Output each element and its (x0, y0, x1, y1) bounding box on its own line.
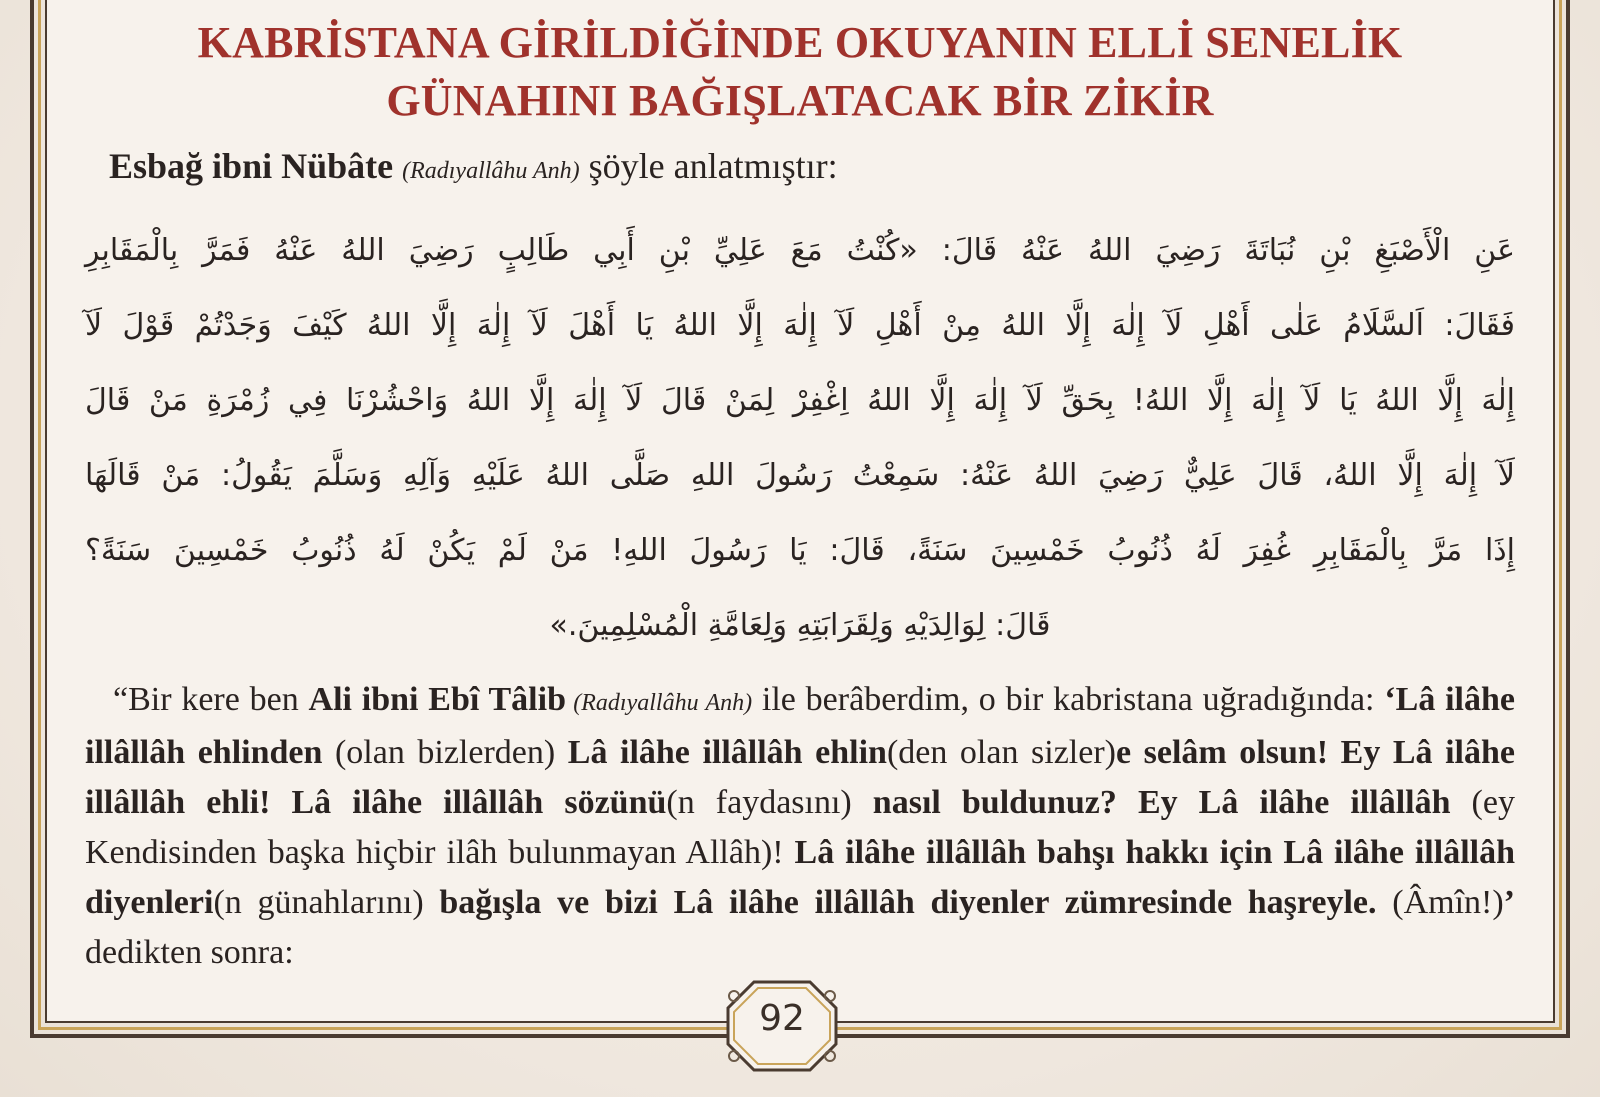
translation-bold: nasıl buldunuz? Ey Lâ ilâhe illâllâh (872, 784, 1451, 821)
translation-bold: bağışla ve bizi Lâ ilâhe illâllâh diyenler zümresinde haşreyle. (439, 884, 1377, 921)
page-title (85, 14, 1515, 130)
arabic-line-3: إِلٰهَ إِلَّا اللهُ يَا لَآ إِلٰهَ إِلَّا اللهُ! بِحَقِّ لَآ إِلٰهَ إِلَّا اللهُ اِغْفِرْ لِمَنْ قَالَ لَآ إِلٰهَ إِلَّا اللهُ وَاحْشُرْنَا فِي زُمْرَةِ مَنْ قَالَ (85, 383, 1515, 418)
translation-text: “Bir kere ben (113, 681, 309, 718)
arabic-line-5: إِذَا مَرَّ بِالْمَقَابِرِ غُفِرَ لَهُ ذُنُوبُ خَمْسِينَ سَنَةً، قَالَ: يَا رَسُولَ اللهِ! مَنْ لَمْ يَكُنْ لَهُ ذُنُوبُ خَمْسِينَ سَنَةً؟ (85, 533, 1515, 568)
title-line-2: GÜNAHINI BAĞIŞLATACAK BİR ZİKİR (386, 76, 1214, 125)
translation-bold: ’ (1503, 884, 1515, 921)
turkish-translation (85, 675, 1515, 978)
translation-bold: Lâ ilâhe illâllâh bahşı hakkı için Lâ ilâhe illâllâh diyenleri (85, 834, 1515, 921)
arabic-line-6: قَالَ: لِوَالِدَيْهِ وَلِقَرَابَتِهِ وَلِعَامَّةِ الْمُسْلِمِينَ.» (549, 608, 1051, 643)
translation-text: (n faydasını) (666, 784, 873, 821)
arabic-hadith (85, 213, 1515, 663)
page-number: 92 (759, 998, 805, 1039)
translation-text: (n günahlarını) (213, 884, 440, 921)
translation-text: (ey Kendisinden başka hiçbir ilâh bulunmayan Allâh)! (85, 784, 1515, 871)
translation-bold: ‘Lâ ilâhe illâllâh ehlinden (85, 681, 1516, 771)
translation-text: dedikten sonra: (85, 934, 294, 971)
arabic-line-1: عَنِ الْأَصْبَغِ بْنِ نُبَاتَةَ رَضِيَ اللهُ عَنْهُ قَالَ: «كُنْتُ مَعَ عَلِيِّ بْنِ أَبِي طَالِبٍ رَضِيَ اللهُ عَنْهُ فَمَرَّ بِالْمَقَابِرِ (85, 233, 1515, 268)
intro-line (109, 146, 1515, 191)
page-content (85, 14, 1515, 978)
intro-text: şöyle anlatmıştır: (579, 146, 838, 186)
translation-bold: e selâm olsun! Ey Lâ ilâhe illâllâh ehli! Lâ ilâhe illâllâh sözünü (85, 734, 1516, 821)
translation-bold: Lâ ilâhe illâllâh ehlin (567, 734, 887, 771)
translation-text: (den olan sizler) (886, 734, 1116, 771)
translation-paragraph (85, 675, 1515, 978)
narrator-name: Esbağ ibni Nübâte (109, 146, 394, 186)
arabic-line-2: فَقَالَ: اَلسَّلَامُ عَلٰى أَهْلِ لَآ إِلٰهَ إِلَّا اللهُ مِنْ أَهْلِ لَآ إِلٰهَ إِلَّا اللهُ يَا أَهْلَ لَآ إِلٰهَ إِلَّا اللهُ كَيْفَ وَجَدْتُمْ قَوْلَ لَآ (85, 308, 1515, 343)
translation-bold: Ali ibni Ebî Tâlib (308, 681, 566, 718)
narrator-honorific: (Radıyallâhu Anh) (402, 158, 580, 184)
translation-text: (olan bizlerden) (322, 734, 568, 771)
translation-honorific: (Radıyallâhu Anh) (565, 690, 753, 716)
translation-text: ile berâberdim, o bir kabristana uğradığında: (752, 681, 1385, 718)
arabic-line-4: لَآ إِلٰهَ إِلَّا اللهُ، قَالَ عَلِيٌّ رَضِيَ اللهُ عَنْهُ: سَمِعْتُ رَسُولَ اللهِ صَلَّى اللهُ عَلَيْهِ وَآلِهِ وَسَلَّمَ يَقُولُ: مَنْ قَالَهَا (85, 458, 1515, 493)
translation-text: (Âmîn!) (1376, 884, 1504, 921)
title-line-1: KABRİSTANA GİRİLDİĞİNDE OKUYANIN ELLİ SENELİK (197, 18, 1403, 67)
